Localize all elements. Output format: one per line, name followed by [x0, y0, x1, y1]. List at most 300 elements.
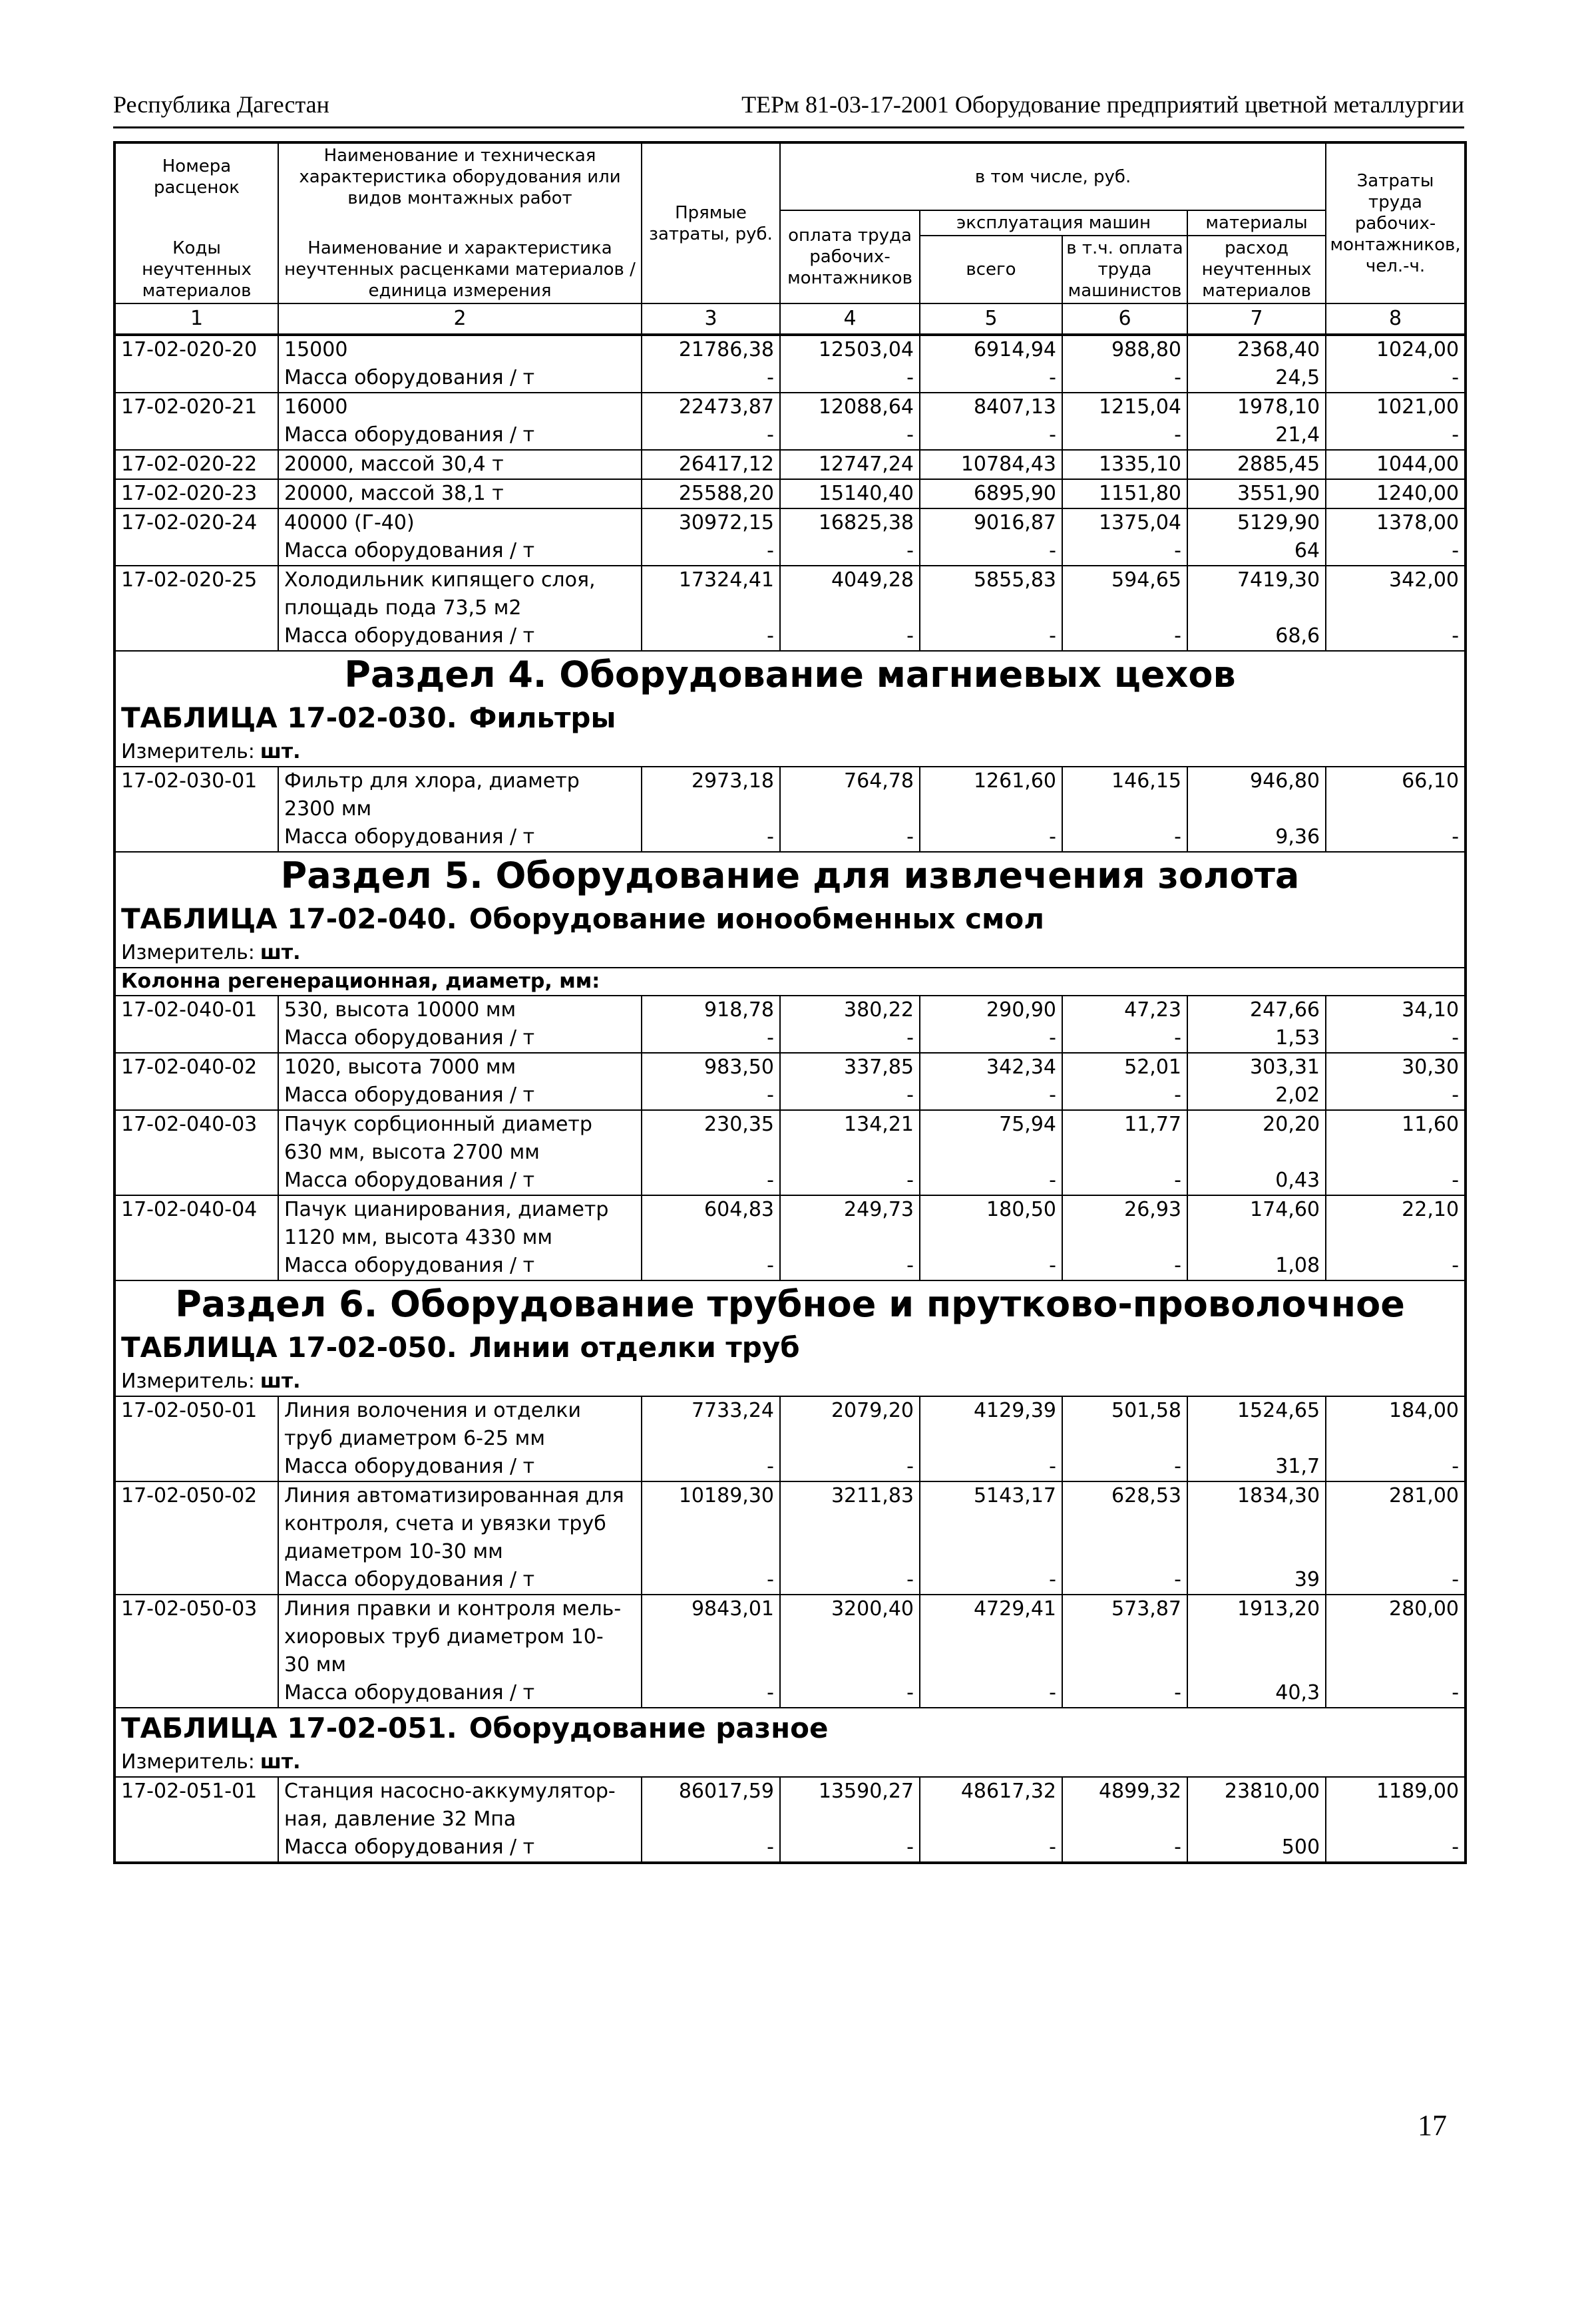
rate-code: 17-02-040-03: [114, 1110, 278, 1167]
item-name-line: площадь пода 73,5 м2: [284, 596, 522, 620]
value-cell: 7733,24: [642, 1396, 780, 1453]
value-cell: 2368,40: [1187, 335, 1326, 364]
mass-value: -: [1062, 622, 1187, 651]
item-name-line: Линия волочения и отделки: [284, 1399, 582, 1422]
table-name: Оборудование ионообменных смол: [469, 902, 1044, 935]
value-cell: 66,10: [1326, 767, 1466, 823]
value-cell: 75,94: [920, 1110, 1062, 1167]
rate-code: 17-02-050-02: [114, 1481, 278, 1566]
item-name: [278, 335, 642, 364]
header-col1-top: Номера расценок: [114, 142, 278, 210]
mass-label: Масса оборудования / т: [278, 1566, 642, 1595]
value-cell: 30972,15: [642, 508, 780, 537]
item-name-line: 1120 мм, высота 4330 мм: [284, 1226, 552, 1249]
item-name-line: 30 мм: [284, 1653, 346, 1676]
mass-value: -: [642, 421, 780, 450]
item-name: [278, 1195, 642, 1252]
mass-row: [114, 823, 1466, 852]
table-code: ТАБЛИЦА 17-02-040.: [121, 902, 457, 935]
value-cell: 3200,40: [780, 1595, 920, 1679]
value-cell: 2885,45: [1187, 450, 1326, 479]
group-heading: Колонна регенерационная, диаметр, мм:: [114, 968, 1466, 996]
header-machinist-pay: в т.ч. оплата труда машинистов: [1062, 236, 1187, 303]
value-cell: 25588,20: [642, 479, 780, 508]
mass-value: -: [780, 1679, 920, 1708]
mass-value: -: [1062, 537, 1187, 566]
value-cell: 22,10: [1326, 1195, 1466, 1252]
value-cell: 30,30: [1326, 1053, 1466, 1081]
column-number: 1: [114, 303, 278, 335]
table-code: ТАБЛИЦА 17-02-051.: [121, 1712, 457, 1744]
mass-value: -: [1326, 1081, 1466, 1110]
mass-value: -: [920, 1679, 1062, 1708]
value-cell: 6895,90: [920, 479, 1062, 508]
mass-value: -: [1326, 1252, 1466, 1280]
item-name: [278, 1110, 642, 1167]
value-cell: 52,01: [1062, 1053, 1187, 1081]
value-cell: 2079,20: [780, 1396, 920, 1453]
value-cell: 12503,04: [780, 335, 920, 364]
table-row: [114, 1396, 1466, 1453]
value-cell: 380,22: [780, 996, 920, 1024]
mass-value: -: [920, 1252, 1062, 1280]
value-cell: 11,60: [1326, 1110, 1466, 1167]
column-number: 7: [1187, 303, 1326, 335]
value-cell: 342,34: [920, 1053, 1062, 1081]
item-name-line: 40000 (Г-40): [284, 511, 415, 534]
value-cell: 48617,32: [920, 1777, 1062, 1834]
value-cell: 342,00: [1326, 566, 1466, 622]
table-row: [114, 767, 1466, 823]
mass-value: -: [1062, 1834, 1187, 1863]
mass-value: -: [1326, 537, 1466, 566]
mass-value: -: [642, 1024, 780, 1053]
mass-value: -: [920, 421, 1062, 450]
value-cell: 26417,12: [642, 450, 780, 479]
table-row: [114, 996, 1466, 1024]
unit-value: шт.: [260, 1750, 301, 1774]
mass-value: -: [920, 1024, 1062, 1053]
item-name-line: 15000: [284, 338, 348, 361]
value-cell: 501,58: [1062, 1396, 1187, 1453]
value-cell: 249,73: [780, 1195, 920, 1252]
value-cell: 1261,60: [920, 767, 1062, 823]
mass-row: [114, 1679, 1466, 1708]
table-row: [114, 335, 1466, 364]
mass-row: [114, 537, 1466, 566]
rate-code: 17-02-020-25: [114, 566, 278, 622]
mass-value: -: [642, 823, 780, 852]
rate-code: 17-02-040-01: [114, 996, 278, 1024]
item-name-line: 16000: [284, 395, 348, 419]
mass-value: -: [1062, 1081, 1187, 1110]
mass-value: 31,7: [1187, 1453, 1326, 1481]
table-row: [114, 479, 1466, 508]
mass-value: -: [1326, 1566, 1466, 1595]
mass-row: [114, 1081, 1466, 1110]
header-col2-top: Наименование и техническая характеристика оборудования или видов монтажных работ: [278, 142, 642, 210]
mass-label: Масса оборудования / т: [278, 622, 642, 651]
rate-code: 17-02-030-01: [114, 767, 278, 823]
mass-value: -: [642, 622, 780, 651]
mass-value: -: [1326, 622, 1466, 651]
header-document-title: ТЕРм 81-03-17-2001 Оборудование предприятий цветной металлургии: [741, 91, 1464, 118]
rate-code: 17-02-050-01: [114, 1396, 278, 1453]
item-name-line: Линия правки и контроля мель-: [284, 1597, 622, 1621]
header-including: в том числе, руб.: [780, 142, 1326, 210]
mass-value: -: [642, 1679, 780, 1708]
rate-code: 17-02-040-02: [114, 1053, 278, 1081]
header-machines: эксплуатация машин: [920, 210, 1187, 236]
mass-value: -: [780, 1566, 920, 1595]
mass-value: -: [920, 1453, 1062, 1481]
value-cell: 3211,83: [780, 1481, 920, 1566]
mass-value: -: [1062, 1252, 1187, 1280]
header-region: Республика Дагестан: [113, 91, 329, 118]
value-cell: 180,50: [920, 1195, 1062, 1252]
value-cell: 9843,01: [642, 1595, 780, 1679]
value-cell: 337,85: [780, 1053, 920, 1081]
mass-value: -: [642, 1566, 780, 1595]
value-cell: 983,50: [642, 1053, 780, 1081]
item-name: [278, 1777, 642, 1834]
table-row: [114, 393, 1466, 421]
mass-value: -: [780, 1453, 920, 1481]
column-numbers-row: [114, 303, 1466, 335]
mass-label: Масса оборудования / т: [278, 1453, 642, 1481]
value-cell: 594,65: [1062, 566, 1187, 622]
mass-value: -: [1062, 823, 1187, 852]
mass-value: 68,6: [1187, 622, 1326, 651]
mass-value: -: [1062, 1566, 1187, 1595]
value-cell: 23810,00: [1187, 1777, 1326, 1834]
mass-value: -: [642, 1081, 780, 1110]
value-cell: 1913,20: [1187, 1595, 1326, 1679]
value-cell: 4129,39: [920, 1396, 1062, 1453]
item-name: [278, 1481, 642, 1566]
value-cell: 247,66: [1187, 996, 1326, 1024]
mass-row: [114, 1252, 1466, 1280]
mass-value: -: [1326, 421, 1466, 450]
mass-label: Масса оборудования / т: [278, 1834, 642, 1863]
value-cell: 4729,41: [920, 1595, 1062, 1679]
item-name-line: контроля, счета и увязки труб: [284, 1512, 606, 1535]
mass-value: -: [780, 1834, 920, 1863]
mass-label: Масса оборудования / т: [278, 1252, 642, 1280]
price-table: [113, 141, 1467, 1864]
mass-label: Масса оборудования / т: [278, 823, 642, 852]
mass-value: -: [920, 1081, 1062, 1110]
item-name-line: труб диаметром 6-25 мм: [284, 1427, 545, 1450]
value-cell: 628,53: [1062, 1481, 1187, 1566]
mass-value: -: [1326, 1834, 1466, 1863]
table-row: [114, 566, 1466, 622]
mass-value: -: [920, 1167, 1062, 1195]
rate-code: 17-02-020-23: [114, 479, 278, 508]
value-cell: 21786,38: [642, 335, 780, 364]
value-cell: 17324,41: [642, 566, 780, 622]
value-cell: 1978,10: [1187, 393, 1326, 421]
mass-value: 39: [1187, 1566, 1326, 1595]
value-cell: 10189,30: [642, 1481, 780, 1566]
item-name: [278, 508, 642, 537]
table-name: Оборудование разное: [469, 1712, 829, 1744]
mass-value: -: [780, 1252, 920, 1280]
item-name: [278, 1053, 642, 1081]
unit-label: Измеритель:: [121, 941, 255, 964]
value-cell: 3551,90: [1187, 479, 1326, 508]
mass-value: -: [1062, 1679, 1187, 1708]
value-cell: 12088,64: [780, 393, 920, 421]
value-cell: 1044,00: [1326, 450, 1466, 479]
table-row: [114, 508, 1466, 537]
mass-value: 1,08: [1187, 1252, 1326, 1280]
mass-value: -: [1326, 823, 1466, 852]
header-direct-costs: Прямые затраты, руб.: [642, 142, 780, 303]
item-name-line: 2300 мм: [284, 797, 372, 821]
column-number: 3: [642, 303, 780, 335]
running-header: [113, 85, 1464, 125]
rate-code: 17-02-040-04: [114, 1195, 278, 1252]
mass-value: -: [780, 364, 920, 393]
rate-code: 17-02-020-20: [114, 335, 278, 364]
table-code: ТАБЛИЦА 17-02-030.: [121, 701, 457, 734]
value-cell: 1024,00: [1326, 335, 1466, 364]
value-cell: 290,90: [920, 996, 1062, 1024]
mass-label: Масса оборудования / т: [278, 1081, 642, 1110]
mass-value: -: [1326, 1453, 1466, 1481]
column-number: 6: [1062, 303, 1187, 335]
value-cell: 1189,00: [1326, 1777, 1466, 1834]
rate-code: 17-02-020-24: [114, 508, 278, 537]
value-cell: 1335,10: [1062, 450, 1187, 479]
unit-value: шт.: [260, 941, 301, 964]
mass-value: -: [642, 1834, 780, 1863]
mass-value: -: [1326, 364, 1466, 393]
mass-value: -: [780, 823, 920, 852]
mass-value: -: [1062, 364, 1187, 393]
value-cell: 13590,27: [780, 1777, 920, 1834]
column-number: 4: [780, 303, 920, 335]
item-name-line: Пачук цианирования, диаметр: [284, 1198, 609, 1221]
value-cell: 604,83: [642, 1195, 780, 1252]
table-row: [114, 450, 1466, 479]
column-number: 8: [1326, 303, 1466, 335]
mass-value: -: [920, 622, 1062, 651]
header-col1-bottom: Коды неучтенных материалов: [114, 236, 278, 303]
value-cell: 11,77: [1062, 1110, 1187, 1167]
item-name-line: Линия автоматизированная для: [284, 1484, 624, 1507]
table-row: [114, 1053, 1466, 1081]
item-name-line: 20000, массой 30,4 т: [284, 453, 504, 476]
value-cell: 7419,30: [1187, 566, 1326, 622]
mass-value: -: [780, 421, 920, 450]
item-name: [278, 393, 642, 421]
item-name-line: Пачук сорбционный диаметр: [284, 1113, 592, 1136]
mass-value: -: [642, 1167, 780, 1195]
mass-label: Масса оборудования / т: [278, 364, 642, 393]
mass-value: 1,53: [1187, 1024, 1326, 1053]
value-cell: 303,31: [1187, 1053, 1326, 1081]
mass-value: 500: [1187, 1834, 1326, 1863]
table-row: [114, 1110, 1466, 1167]
mass-row: [114, 1024, 1466, 1053]
value-cell: 281,00: [1326, 1481, 1466, 1566]
item-name: [278, 767, 642, 823]
header-worker-pay: оплата труда рабочих-монтажников: [780, 210, 920, 303]
unit-value: шт.: [260, 1370, 301, 1393]
mass-value: -: [780, 1081, 920, 1110]
value-cell: 1215,04: [1062, 393, 1187, 421]
value-cell: 2973,18: [642, 767, 780, 823]
mass-value: -: [1062, 1453, 1187, 1481]
value-cell: 918,78: [642, 996, 780, 1024]
value-cell: 26,93: [1062, 1195, 1187, 1252]
value-cell: 5129,90: [1187, 508, 1326, 537]
mass-value: -: [920, 1566, 1062, 1595]
mass-label: Масса оборудования / т: [278, 421, 642, 450]
item-name-line: 1020, высота 7000 мм: [284, 1056, 516, 1079]
unit-label: Измеритель:: [121, 1750, 255, 1774]
value-cell: 174,60: [1187, 1195, 1326, 1252]
header-material-consumption: расход неучтенных материалов: [1187, 236, 1326, 303]
value-cell: 1524,65: [1187, 1396, 1326, 1453]
mass-value: -: [1326, 1679, 1466, 1708]
table-row: [114, 1777, 1466, 1834]
value-cell: 8407,13: [920, 393, 1062, 421]
value-cell: 1021,00: [1326, 393, 1466, 421]
value-cell: 146,15: [1062, 767, 1187, 823]
section-title: Раздел 4. Оборудование магниевых цехов: [344, 654, 1236, 695]
mass-value: -: [1062, 1167, 1187, 1195]
unit-line: [114, 1368, 1466, 1396]
item-name: [278, 1595, 642, 1679]
table-code: ТАБЛИЦА 17-02-050.: [121, 1331, 457, 1364]
table-title: [114, 1328, 1466, 1368]
table-title: [114, 1708, 1466, 1748]
value-cell: 1240,00: [1326, 479, 1466, 508]
mass-row: [114, 1834, 1466, 1863]
item-name-line: 20000, массой 38,1 т: [284, 482, 504, 505]
column-number: 2: [278, 303, 642, 335]
mass-row: [114, 1167, 1466, 1195]
mass-label: Масса оборудования / т: [278, 1679, 642, 1708]
mass-row: [114, 622, 1466, 651]
value-cell: 20,20: [1187, 1110, 1326, 1167]
value-cell: 4899,32: [1062, 1777, 1187, 1834]
value-cell: 764,78: [780, 767, 920, 823]
value-cell: 134,21: [780, 1110, 920, 1167]
item-name-line: хиоровых труб диаметром 10-: [284, 1625, 604, 1648]
unit-line: [114, 1748, 1466, 1777]
unit-label: Измеритель:: [121, 1370, 255, 1393]
value-cell: 4049,28: [780, 566, 920, 622]
mass-value: -: [1062, 421, 1187, 450]
mass-value: -: [920, 537, 1062, 566]
value-cell: 1151,80: [1062, 479, 1187, 508]
value-cell: 184,00: [1326, 1396, 1466, 1453]
table-body: [114, 335, 1466, 1863]
mass-value: -: [642, 364, 780, 393]
mass-value: -: [780, 622, 920, 651]
mass-value: -: [920, 364, 1062, 393]
unit-line: [114, 738, 1466, 767]
value-cell: 1375,04: [1062, 508, 1187, 537]
mass-row: [114, 1453, 1466, 1481]
value-cell: 230,35: [642, 1110, 780, 1167]
header-rule: [113, 126, 1464, 128]
value-cell: 946,80: [1187, 767, 1326, 823]
mass-value: 64: [1187, 537, 1326, 566]
mass-value: 21,4: [1187, 421, 1326, 450]
mass-label: Масса оборудования / т: [278, 1167, 642, 1195]
value-cell: 280,00: [1326, 1595, 1466, 1679]
mass-value: -: [642, 537, 780, 566]
mass-value: -: [1326, 1024, 1466, 1053]
header-col2-bottom: Наименование и характеристика неучтенных расценками материалов / единица измерения: [278, 236, 642, 303]
value-cell: 22473,87: [642, 393, 780, 421]
section-title: Раздел 5. Оборудование для извлечения золота: [280, 855, 1300, 896]
mass-value: 40,3: [1187, 1679, 1326, 1708]
table-name: Линии отделки труб: [469, 1331, 800, 1364]
table-row: [114, 1481, 1466, 1566]
value-cell: 15140,40: [780, 479, 920, 508]
unit-label: Измеритель:: [121, 740, 255, 763]
value-cell: 988,80: [1062, 335, 1187, 364]
column-number: 5: [920, 303, 1062, 335]
value-cell: 5143,17: [920, 1481, 1062, 1566]
item-name-line: диаметром 10-30 мм: [284, 1540, 503, 1563]
value-cell: 34,10: [1326, 996, 1466, 1024]
mass-value: -: [1062, 1024, 1187, 1053]
mass-value: 2,02: [1187, 1081, 1326, 1110]
mass-value: -: [642, 1453, 780, 1481]
table-title: [114, 698, 1466, 738]
value-cell: 86017,59: [642, 1777, 780, 1834]
unit-line: [114, 939, 1466, 968]
item-name: [278, 479, 642, 508]
value-cell: 5855,83: [920, 566, 1062, 622]
value-cell: 10784,43: [920, 450, 1062, 479]
mass-row: [114, 364, 1466, 393]
section-title: Раздел 6. Оборудование трубное и прутково-проволочное: [175, 1283, 1405, 1325]
page-number: 17: [1418, 2109, 1447, 2142]
value-cell: 1378,00: [1326, 508, 1466, 537]
rate-code: 17-02-050-03: [114, 1595, 278, 1679]
mass-value: -: [642, 1252, 780, 1280]
header-materials: материалы: [1187, 210, 1326, 236]
header-machines-total: всего: [920, 236, 1062, 303]
item-name: [278, 450, 642, 479]
item-name-line: Станция насосно-аккумулятор-: [284, 1780, 616, 1803]
item-name-line: 530, высота 10000 мм: [284, 998, 516, 1022]
mass-value: -: [780, 1167, 920, 1195]
header-labor-costs: Затраты труда рабочих-монтажников, чел.-ч.: [1326, 142, 1466, 303]
value-cell: 12747,24: [780, 450, 920, 479]
mass-value: -: [1326, 1167, 1466, 1195]
value-cell: 47,23: [1062, 996, 1187, 1024]
mass-value: -: [780, 1024, 920, 1053]
item-name: [278, 1396, 642, 1453]
mass-row: [114, 421, 1466, 450]
item-name-line: Холодильник кипящего слоя,: [284, 568, 596, 592]
table-name: Фильтры: [469, 701, 616, 734]
mass-value: -: [780, 537, 920, 566]
rate-code: 17-02-020-21: [114, 393, 278, 421]
rate-code: 17-02-051-01: [114, 1777, 278, 1834]
value-cell: 9016,87: [920, 508, 1062, 537]
mass-row: [114, 1566, 1466, 1595]
